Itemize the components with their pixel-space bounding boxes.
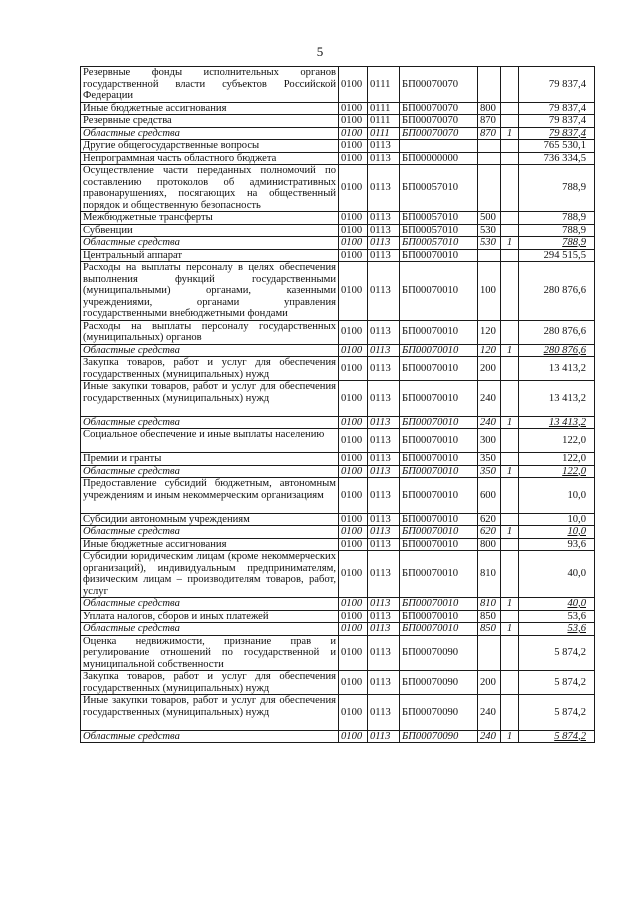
row-expense-type-code: 300 [478,429,501,453]
row-subsection-code: 0111 [368,127,400,140]
row-expense-type-code [478,249,501,262]
row-expense-type-code: 120 [478,344,501,357]
row-expense-type-code: 120 [478,320,501,344]
table-row [81,102,595,115]
table-row [81,127,595,140]
row-amount: 10,0 [519,526,595,539]
row-target-code: БП00070010 [400,623,478,636]
row-funding-source [501,695,519,731]
row-expense-type-code: 350 [478,465,501,478]
row-funding-source: 1 [501,127,519,140]
row-subsection-code: 0113 [368,224,400,237]
row-subsection-code: 0113 [368,526,400,539]
row-name: Областные средства [81,598,339,611]
row-funding-source [501,320,519,344]
row-name: Субвенции [81,224,339,237]
table-row [81,152,595,165]
row-funding-source [501,381,519,417]
row-subsection-code: 0113 [368,465,400,478]
row-funding-source: 1 [501,623,519,636]
table-row [81,381,595,417]
row-name: Субсидии юридическим лицам (кроме некоммерческих организаций), индивидуальным предпринимателям, физическим лицам – производителям товаров, работ, услуг [81,551,339,598]
row-expense-type-code: 530 [478,237,501,250]
row-funding-source [501,635,519,671]
row-expense-type-code: 620 [478,526,501,539]
table-row [81,526,595,539]
row-name: Резервные фонды исполнительных органов государственной власти субъектов Российской Федерации [81,67,339,103]
row-target-code: БП00070090 [400,730,478,743]
row-amount: 788,9 [519,224,595,237]
row-funding-source [501,224,519,237]
row-section-code: 0100 [339,115,368,128]
row-name: Областные средства [81,526,339,539]
row-section-code: 0100 [339,623,368,636]
row-section-code: 0100 [339,262,368,321]
row-expense-type-code: 530 [478,224,501,237]
table-row [81,262,595,321]
row-section-code: 0100 [339,416,368,429]
row-name: Областные средства [81,416,339,429]
row-funding-source: 1 [501,237,519,250]
row-amount: 294 515,5 [519,249,595,262]
row-section-code: 0100 [339,381,368,417]
row-funding-source: 1 [501,598,519,611]
row-name: Областные средства [81,344,339,357]
row-name: Осуществление части переданных полномочий по составлению протоколов об административных правонарушениях, посягающих на общественный порядок и общественную безопасность [81,165,339,212]
row-amount: 5 874,2 [519,695,595,731]
row-target-code: БП00070010 [400,610,478,623]
row-section-code: 0100 [339,249,368,262]
row-section-code: 0100 [339,610,368,623]
row-subsection-code: 0113 [368,453,400,466]
row-amount: 10,0 [519,513,595,526]
row-expense-type-code: 200 [478,357,501,381]
row-subsection-code: 0113 [368,538,400,551]
row-subsection-code: 0113 [368,598,400,611]
row-section-code: 0100 [339,102,368,115]
row-expense-type-code: 800 [478,538,501,551]
table-row [81,320,595,344]
table-row [81,212,595,225]
row-amount: 79 837,4 [519,115,595,128]
row-subsection-code: 0113 [368,165,400,212]
row-subsection-code: 0113 [368,478,400,514]
row-section-code: 0100 [339,429,368,453]
row-amount: 5 874,2 [519,635,595,671]
row-funding-source [501,152,519,165]
table-row [81,695,595,731]
row-subsection-code: 0113 [368,381,400,417]
row-section-code: 0100 [339,344,368,357]
row-amount: 79 837,4 [519,67,595,103]
row-section-code: 0100 [339,538,368,551]
row-target-code: БП00070070 [400,127,478,140]
table-row [81,344,595,357]
row-name: Областные средства [81,465,339,478]
row-subsection-code: 0113 [368,212,400,225]
row-expense-type-code: 100 [478,262,501,321]
row-name: Другие общегосударственные вопросы [81,140,339,153]
row-name: Расходы на выплаты персоналу в целях обеспечения выполнения функций государственными (муниципальными) органами, казенными учреждениями, органами управления государственными внебюджетными фондами [81,262,339,321]
row-funding-source [501,429,519,453]
row-name: Социальное обеспечение и иные выплаты населению [81,429,339,453]
row-expense-type-code: 350 [478,453,501,466]
row-name: Иные закупки товаров, работ и услуг для обеспечения государственных (муниципальных) нужд [81,381,339,417]
row-section-code: 0100 [339,453,368,466]
row-target-code: БП00057010 [400,237,478,250]
row-target-code: БП00057010 [400,212,478,225]
row-name: Межбюджетные трансферты [81,212,339,225]
row-section-code: 0100 [339,320,368,344]
row-expense-type-code: 810 [478,598,501,611]
row-funding-source [501,212,519,225]
row-amount: 5 874,2 [519,671,595,695]
row-target-code: БП00070010 [400,538,478,551]
row-funding-source: 1 [501,416,519,429]
table-row [81,478,595,514]
row-target-code: БП00070010 [400,551,478,598]
row-funding-source [501,249,519,262]
row-name: Субсидии автономным учреждениям [81,513,339,526]
table-row [81,140,595,153]
row-expense-type-code: 200 [478,671,501,695]
row-name: Премии и гранты [81,453,339,466]
row-amount: 53,6 [519,610,595,623]
row-name: Областные средства [81,237,339,250]
row-target-code: БП00070070 [400,67,478,103]
row-target-code: БП00070010 [400,262,478,321]
table-row [81,224,595,237]
row-name: Иные закупки товаров, работ и услуг для обеспечения государственных (муниципальных) нужд [81,695,339,731]
table-row [81,357,595,381]
row-expense-type-code [478,165,501,212]
row-expense-type-code [478,67,501,103]
table-row [81,453,595,466]
row-target-code: БП00070010 [400,429,478,453]
row-section-code: 0100 [339,165,368,212]
row-amount: 736 334,5 [519,152,595,165]
row-expense-type-code: 600 [478,478,501,514]
row-expense-type-code: 870 [478,115,501,128]
row-target-code: БП00070010 [400,465,478,478]
row-subsection-code: 0113 [368,152,400,165]
row-subsection-code: 0113 [368,623,400,636]
row-subsection-code: 0113 [368,262,400,321]
row-name: Закупка товаров, работ и услуг для обеспечения государственных (муниципальных) нужд [81,357,339,381]
row-funding-source [501,610,519,623]
table-row [81,671,595,695]
row-target-code: БП00057010 [400,224,478,237]
table-row [81,115,595,128]
row-expense-type-code: 240 [478,416,501,429]
row-section-code: 0100 [339,526,368,539]
table-row [81,67,595,103]
row-section-code: 0100 [339,671,368,695]
row-target-code: БП00070010 [400,381,478,417]
row-expense-type-code [478,635,501,671]
row-amount: 13 413,2 [519,381,595,417]
row-section-code: 0100 [339,695,368,731]
row-amount: 280 876,6 [519,262,595,321]
row-name: Областные средства [81,127,339,140]
table-row [81,623,595,636]
row-name: Иные бюджетные ассигнования [81,538,339,551]
row-amount: 765 530,1 [519,140,595,153]
row-name: Резервные средства [81,115,339,128]
table-row [81,465,595,478]
row-amount: 5 874,2 [519,730,595,743]
row-amount: 788,9 [519,165,595,212]
row-funding-source [501,357,519,381]
row-target-code: БП00070010 [400,526,478,539]
table-row [81,730,595,743]
row-target-code: БП00057010 [400,165,478,212]
row-subsection-code: 0111 [368,67,400,103]
row-expense-type-code: 500 [478,212,501,225]
row-section-code: 0100 [339,140,368,153]
row-subsection-code: 0113 [368,249,400,262]
row-target-code: БП00070010 [400,249,478,262]
row-expense-type-code: 810 [478,551,501,598]
row-subsection-code: 0113 [368,671,400,695]
budget-table [80,66,595,743]
row-target-code: БП00070090 [400,671,478,695]
row-name: Закупка товаров, работ и услуг для обеспечения государственных (муниципальных) нужд [81,671,339,695]
row-section-code: 0100 [339,237,368,250]
page-number: 5 [316,44,324,59]
row-amount: 93,6 [519,538,595,551]
row-expense-type-code: 800 [478,102,501,115]
row-amount: 788,9 [519,237,595,250]
row-expense-type-code: 870 [478,127,501,140]
row-section-code: 0100 [339,598,368,611]
row-funding-source [501,538,519,551]
row-target-code: БП00070010 [400,344,478,357]
row-section-code: 0100 [339,152,368,165]
row-section-code: 0100 [339,513,368,526]
row-subsection-code: 0113 [368,513,400,526]
row-amount: 280 876,6 [519,320,595,344]
row-funding-source [501,140,519,153]
row-funding-source [501,115,519,128]
row-expense-type-code: 850 [478,610,501,623]
row-target-code: БП00070010 [400,320,478,344]
table-row [81,551,595,598]
row-section-code: 0100 [339,127,368,140]
row-subsection-code: 0113 [368,635,400,671]
table-row [81,513,595,526]
row-funding-source [501,513,519,526]
row-expense-type-code: 620 [478,513,501,526]
row-subsection-code: 0113 [368,551,400,598]
row-target-code: БП00070070 [400,115,478,128]
row-funding-source [501,551,519,598]
row-name: Иные бюджетные ассигнования [81,102,339,115]
row-funding-source [501,67,519,103]
row-subsection-code: 0111 [368,102,400,115]
row-target-code: БП00070010 [400,513,478,526]
row-subsection-code: 0111 [368,115,400,128]
table-row [81,249,595,262]
row-amount: 13 413,2 [519,416,595,429]
row-section-code: 0100 [339,465,368,478]
table-row [81,538,595,551]
row-subsection-code: 0113 [368,429,400,453]
table-row [81,416,595,429]
row-section-code: 0100 [339,357,368,381]
table-row [81,237,595,250]
row-target-code: БП00000000 [400,152,478,165]
row-target-code: БП00070010 [400,416,478,429]
row-subsection-code: 0113 [368,237,400,250]
row-section-code: 0100 [339,635,368,671]
table-row [81,610,595,623]
row-amount: 13 413,2 [519,357,595,381]
row-section-code: 0100 [339,224,368,237]
row-expense-type-code: 240 [478,730,501,743]
row-name: Центральный аппарат [81,249,339,262]
row-funding-source [501,453,519,466]
row-amount: 122,0 [519,465,595,478]
row-funding-source [501,478,519,514]
row-name: Областные средства [81,730,339,743]
row-amount: 79 837,4 [519,127,595,140]
row-expense-type-code [478,140,501,153]
row-subsection-code: 0113 [368,695,400,731]
row-funding-source [501,262,519,321]
row-name: Областные средства [81,623,339,636]
row-section-code: 0100 [339,478,368,514]
row-section-code: 0100 [339,67,368,103]
row-funding-source: 1 [501,465,519,478]
row-name: Расходы на выплаты персоналу государственных (муниципальных) органов [81,320,339,344]
row-subsection-code: 0113 [368,610,400,623]
row-amount: 280 876,6 [519,344,595,357]
row-section-code: 0100 [339,212,368,225]
row-amount: 40,0 [519,598,595,611]
table-row [81,429,595,453]
row-name: Непрограммная часть областного бюджета [81,152,339,165]
row-target-code: БП00070010 [400,598,478,611]
row-subsection-code: 0113 [368,730,400,743]
row-amount: 79 837,4 [519,102,595,115]
row-funding-source [501,165,519,212]
row-name: Оценка недвижимости, признание прав и регулирование отношений по государственной и муниципальной собственности [81,635,339,671]
table-row [81,165,595,212]
row-name: Предоставление субсидий бюджетным, автономным учреждениям и иным некоммерческим организациям [81,478,339,514]
row-expense-type-code [478,152,501,165]
table-row [81,635,595,671]
row-funding-source: 1 [501,730,519,743]
row-amount: 10,0 [519,478,595,514]
row-section-code: 0100 [339,730,368,743]
row-subsection-code: 0113 [368,344,400,357]
row-subsection-code: 0113 [368,320,400,344]
row-subsection-code: 0113 [368,357,400,381]
row-target-code [400,140,478,153]
row-amount: 788,9 [519,212,595,225]
row-subsection-code: 0113 [368,416,400,429]
budget-table-body [81,67,595,743]
row-amount: 122,0 [519,453,595,466]
row-expense-type-code: 850 [478,623,501,636]
row-funding-source: 1 [501,526,519,539]
row-target-code: БП00070010 [400,357,478,381]
row-target-code: БП00070070 [400,102,478,115]
row-amount: 40,0 [519,551,595,598]
row-funding-source [501,671,519,695]
row-target-code: БП00070090 [400,635,478,671]
row-target-code: БП00070010 [400,478,478,514]
row-amount: 53,6 [519,623,595,636]
row-funding-source: 1 [501,344,519,357]
row-expense-type-code: 240 [478,381,501,417]
row-target-code: БП00070090 [400,695,478,731]
row-expense-type-code: 240 [478,695,501,731]
row-name: Уплата налогов, сборов и иных платежей [81,610,339,623]
table-row [81,598,595,611]
row-section-code: 0100 [339,551,368,598]
row-amount: 122,0 [519,429,595,453]
row-funding-source [501,102,519,115]
row-target-code: БП00070010 [400,453,478,466]
row-subsection-code: 0113 [368,140,400,153]
